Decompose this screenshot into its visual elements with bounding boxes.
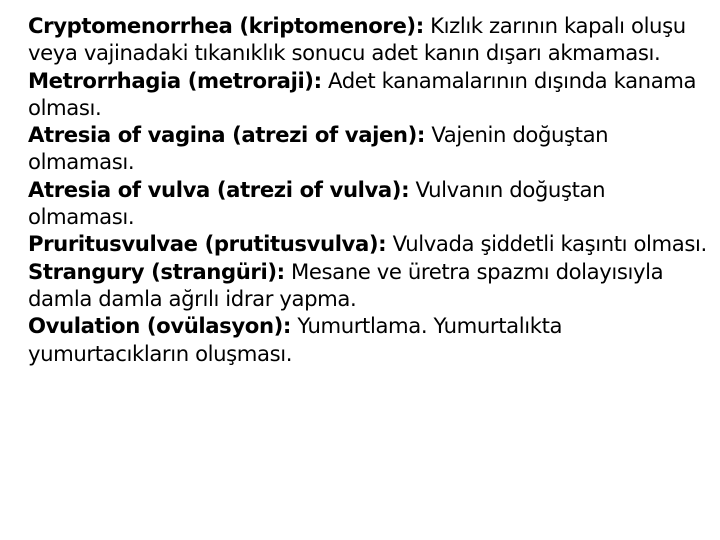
entry-definition: Vulvada şiddetli kaşıntı olması. bbox=[392, 231, 707, 257]
entry-definition: Mesane ve üretra spazmı dolayısıyla damla damla ağrılı idrar yapma. bbox=[28, 258, 664, 311]
entry-term: Atresia of vagina (atrezi of vajen): bbox=[28, 122, 425, 148]
entry-term: Metrorrhagia (metroraji): bbox=[28, 67, 322, 93]
entry-definition: Vulvanın doğuştan olmaması. bbox=[28, 176, 606, 230]
glossary-entry-atresia-vagina bbox=[28, 121, 708, 176]
glossary-entry-strangury bbox=[28, 258, 708, 313]
glossary-entry-cryptomenorrhea bbox=[28, 12, 708, 67]
glossary-entry-atresia-vulva bbox=[28, 176, 708, 231]
entry-definition: Kızlık zarının kapalı oluşu veya vajinadaki tıkanıklık sonucu adet kanın dışarı akmaması. bbox=[28, 13, 686, 66]
entry-definition: Adet kanamalarının dışında kanama olması. bbox=[28, 67, 697, 120]
entry-term: Strangury (strangüri): bbox=[28, 258, 285, 284]
entry-term: Atresia of vulva (atrezi of vulva): bbox=[28, 176, 410, 202]
slide-content bbox=[28, 12, 708, 367]
glossary-entry-pruritus-vulvae bbox=[28, 230, 708, 257]
entry-term: Ovulation (ovülasyon): bbox=[28, 313, 291, 339]
entry-definition: Yumurtlama. Yumurtalıkta yumurtacıkların oluşması. bbox=[28, 313, 563, 366]
glossary-entry-metrorrhagia bbox=[28, 67, 708, 122]
entry-term: Cryptomenorrhea (kriptomenore): bbox=[28, 13, 424, 38]
entry-definition: Vajenin doğuştan olmaması. bbox=[28, 122, 609, 175]
glossary-entry-ovulation bbox=[28, 312, 708, 367]
entry-term: Pruritusvulvae (prutitusvulva): bbox=[28, 231, 387, 257]
